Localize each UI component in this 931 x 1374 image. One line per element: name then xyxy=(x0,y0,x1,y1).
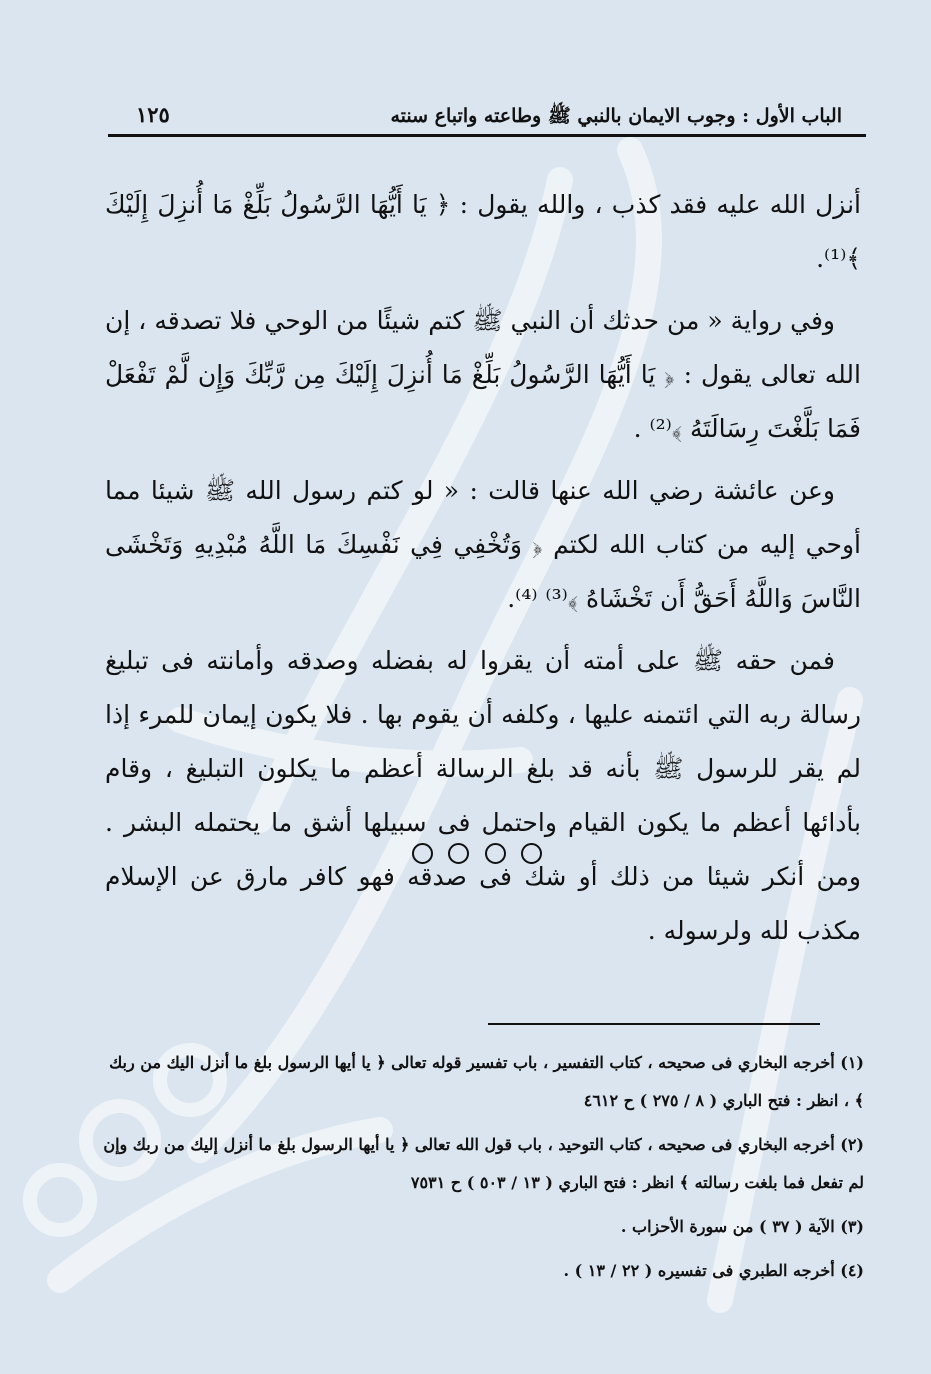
divider-circle xyxy=(485,843,506,864)
running-header xyxy=(108,100,866,137)
footnote-1: (١) أخرجه البخاري فى صحيحه ، كتاب التفسير ، باب تفسير قوله تعالى ﴿ يا أيها الرسول بلغ ما أنزل اليك من ربك ﴾ ، انظر : فتح الباري ( ٨ / ٢٧٥ ) ح ٤٦١٢ xyxy=(109,1053,864,1110)
footnote-separator xyxy=(488,1023,820,1025)
divider-circle xyxy=(412,843,433,864)
footnote-2: (٢) أخرجه البخاري فى صحيحه ، كتاب التوحيد ، باب قول الله تعالى ﴿ يا أيها الرسول بلغ ما أنزل إليك من ربك وإن لم تفعل فما بلغت رسالته ﴾ انظر : فتح الباري ( ١٣ / ٥٠٣ ) ح ٧٥٣١ xyxy=(103,1135,864,1192)
footnote-4: (٤) أخرجه الطبري فى تفسيره ( ٢٢ / ١٣ ) . xyxy=(563,1261,864,1280)
footnote-3: (٣) الآية ( ٣٧ ) من سورة الأحزاب . xyxy=(620,1217,864,1236)
section-divider-ornament xyxy=(412,838,542,868)
paragraph-4: فمن حقه ﷺ على أمته أن يقروا له بفضله وصدقه وأمانته فى تبليغ رسالة ربه التي ائتمنه عليها ، وكلفه أن يقوم بها . فلا يكون إيمان للمرء إذا لم يقر للرسول ﷺ بأنه قد بلغ الرسالة أعظم ما يكلون التبليغ ، وقام بأدائها أعظم ما يكون القيام واحتمل فى سبيلها أشق ما يحتمله البشر . ومن أنكر شيئا من ذلك أو شك فى صدقه فهو كافر مارق عن الإسلام مكذب لله ولرسوله . xyxy=(105,646,861,945)
header-title: الباب الأول : وجوب الايمان بالنبي ﷺ وطاعته واتباع سنته xyxy=(390,105,842,127)
divider-circle xyxy=(521,843,542,864)
footnotes xyxy=(100,1044,864,1296)
paragraph-3: وعن عائشة رضي الله عنها قالت : « لو كتم رسول الله ﷺ شيئا مما أوحي إليه من كتاب الله لكتم ﴿ وَتُخْفِي فِي نَفْسِكَ مَا اللَّهُ مُبْدِيهِ وَتَخْشَى النَّاسَ وَاللَّهُ أَحَقُّ أَن تَخْشَاهُ ﴾⁽³⁾ ⁽⁴⁾. xyxy=(105,476,861,613)
page-number: ١٢٥ xyxy=(136,102,170,127)
paragraph-2: وفي رواية « من حدثك أن النبي ﷺ كتم شيئًا من الوحي فلا تصدقه ، إن الله تعالى يقول : ﴿ يَا أَيُّهَا الرَّسُولُ بَلِّغْ مَا أُنزِلَ إِلَيْكَ مِن رَّبِّكَ وَإِن لَّمْ تَفْعَلْ فَمَا بَلَّغْتَ رِسَالَتَهُ ﴾⁽²⁾ . xyxy=(105,306,861,443)
paragraph-1: أنزل الله عليه فقد كذب ، والله يقول : ﴿ يَا أَيُّهَا الرَّسُولُ بَلِّغْ مَا أُنزِلَ إِلَيْكَ ﴾⁽¹⁾. xyxy=(105,190,861,273)
divider-circle xyxy=(448,843,469,864)
